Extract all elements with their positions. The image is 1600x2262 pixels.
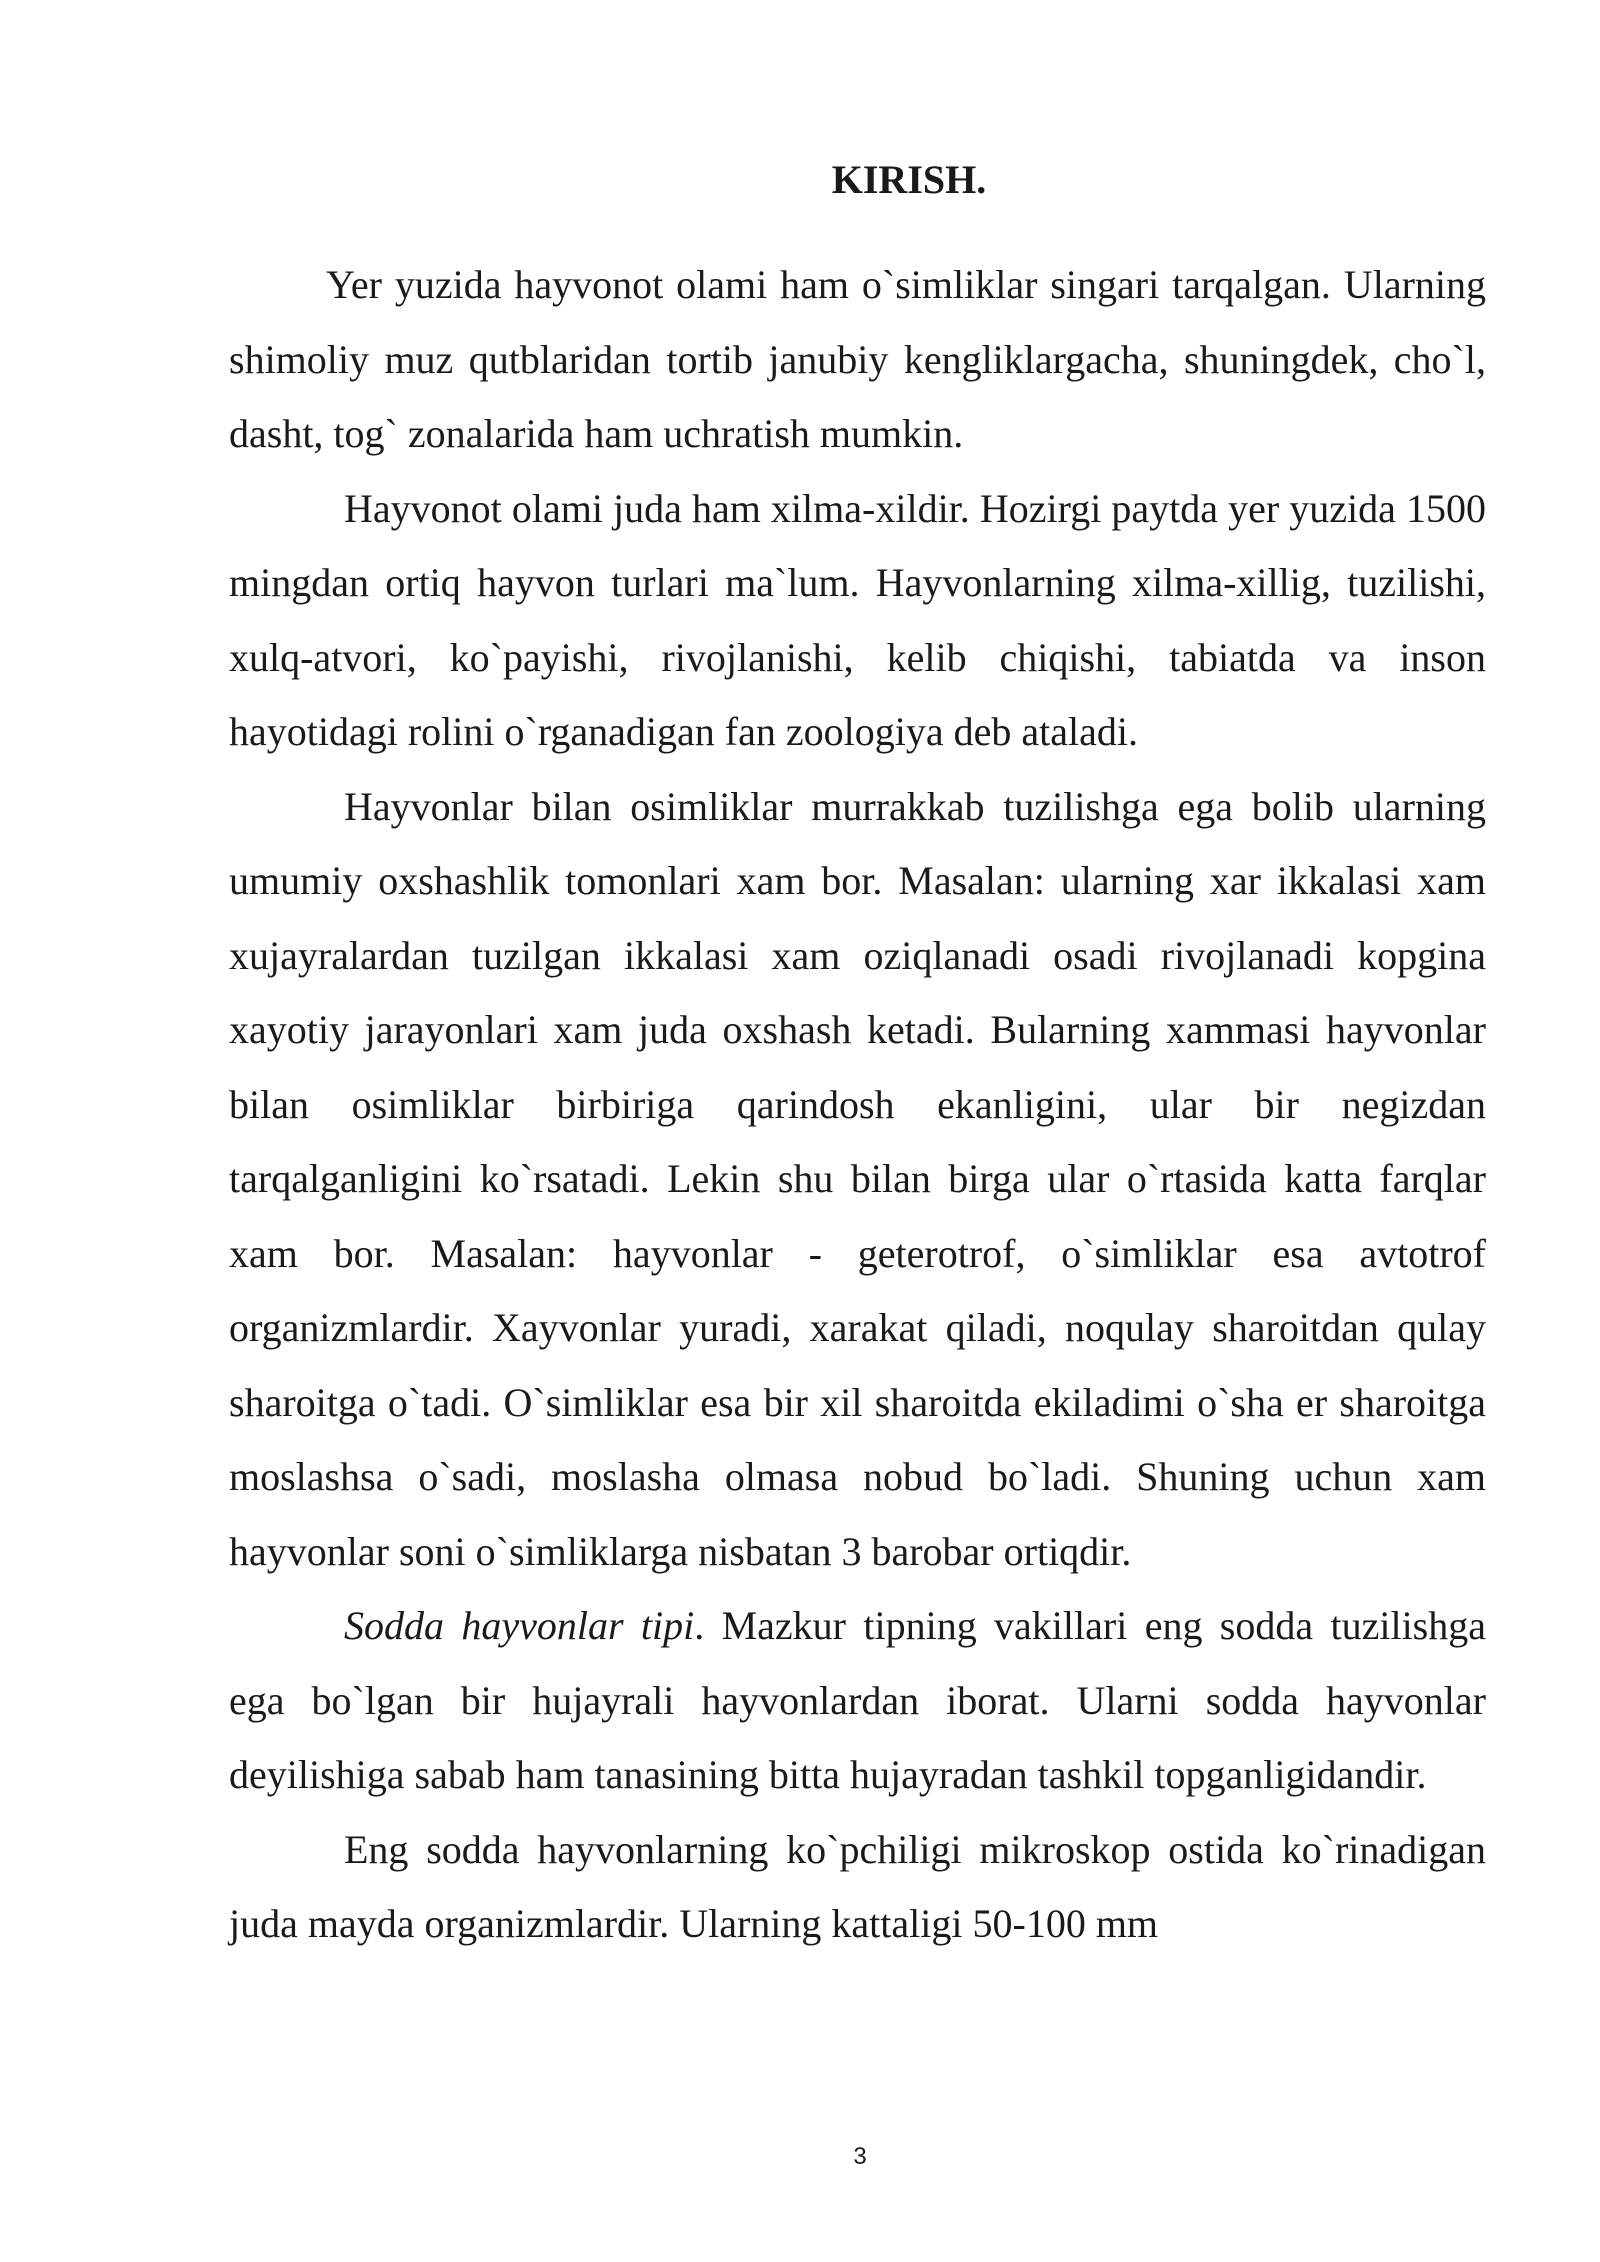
paragraph-intro: Yer yuzida hayvonot olami ham o`simliklar singari tarqalgan. Ularning shimoliy muz qutblaridan tortib janubiy kengliklargacha, shuningdek, cho`l, dasht, tog` zonalarida ham uchratish mumkin. bbox=[229, 262, 1486, 456]
paragraph-comparison: Hayvonlar bilan osimliklar murrakkab tuzilishga ega bolib ularning umumiy oxshashlik tomonlari xam bor. Masalan: ularning xar ikkalasi xam xujayralardan tuzilgan ikkalasi xam oziqlanadi osadi rivojlanadi kopgina xayotiy jarayonlari xam juda oxshash ketadi. Bularning xammasi hayvonlar bilan osimliklar birbiriga qarindosh ekanligini, ular bir negizdan tarqalganligini ko`rsatadi. Lekin shu bilan birga ular o`rtasida katta farqlar xam bor. Masalan: hayvonlar - geterotrof, o`simliklar esa avtotrof organizmlardir. Xayvonlar yuradi, xarakat qiladi, noqulay sharoitdan qulay sharoitga o`tadi. O`simliklar esa bir xil sharoitda ekiladimi o`sha er sharoitga moslashsa o`sadi, moslasha olmasa nobud bo`ladi. Shuning uchun xam hayvonlar soni o`simliklarga nisbatan 3 barobar ortiqdir. bbox=[229, 783, 1486, 1574]
paragraph-microscopic: Eng sodda hayvonlarning ko`pchiligi mikroskop ostida ko`rinadigan juda mayda organizmlardir. Ularning kattaligi 50-100 mm bbox=[229, 1826, 1486, 1946]
body-text bbox=[229, 248, 1486, 1962]
paragraph-zoology: Hayvonot olami juda ham xilma-xildir. Hozirgi paytda yer yuzida 1500 mingdan ortiq hayvon turlari ma`lum. Hayvonlarning xilma-xillig, tuzilishi, xulq-atvori, ko`payishi, rivojlanishi, kelib chiqishi, tabiatda va inson hayotidagi rolini o`rganadigan fan zoologiya deb ataladi. bbox=[229, 485, 1486, 754]
page-number: 3 bbox=[853, 2143, 867, 2170]
paragraph-italic-lead: Sodda hayvonlar tipi bbox=[344, 1603, 695, 1648]
paragraph-protozoa bbox=[229, 1589, 1486, 1813]
paragraph-protozoa-text: . Mazkur tipning vakillari eng sodda tuzilishga ega bo`lgan bir hujayrali hayvonlardan iborat. Ularni sodda hayvonlar deyilishiga sabab ham tanasining bitta hujayradan tashkil topganligidandir. bbox=[229, 1603, 1486, 1797]
page-title: KIRISH. bbox=[831, 157, 987, 202]
